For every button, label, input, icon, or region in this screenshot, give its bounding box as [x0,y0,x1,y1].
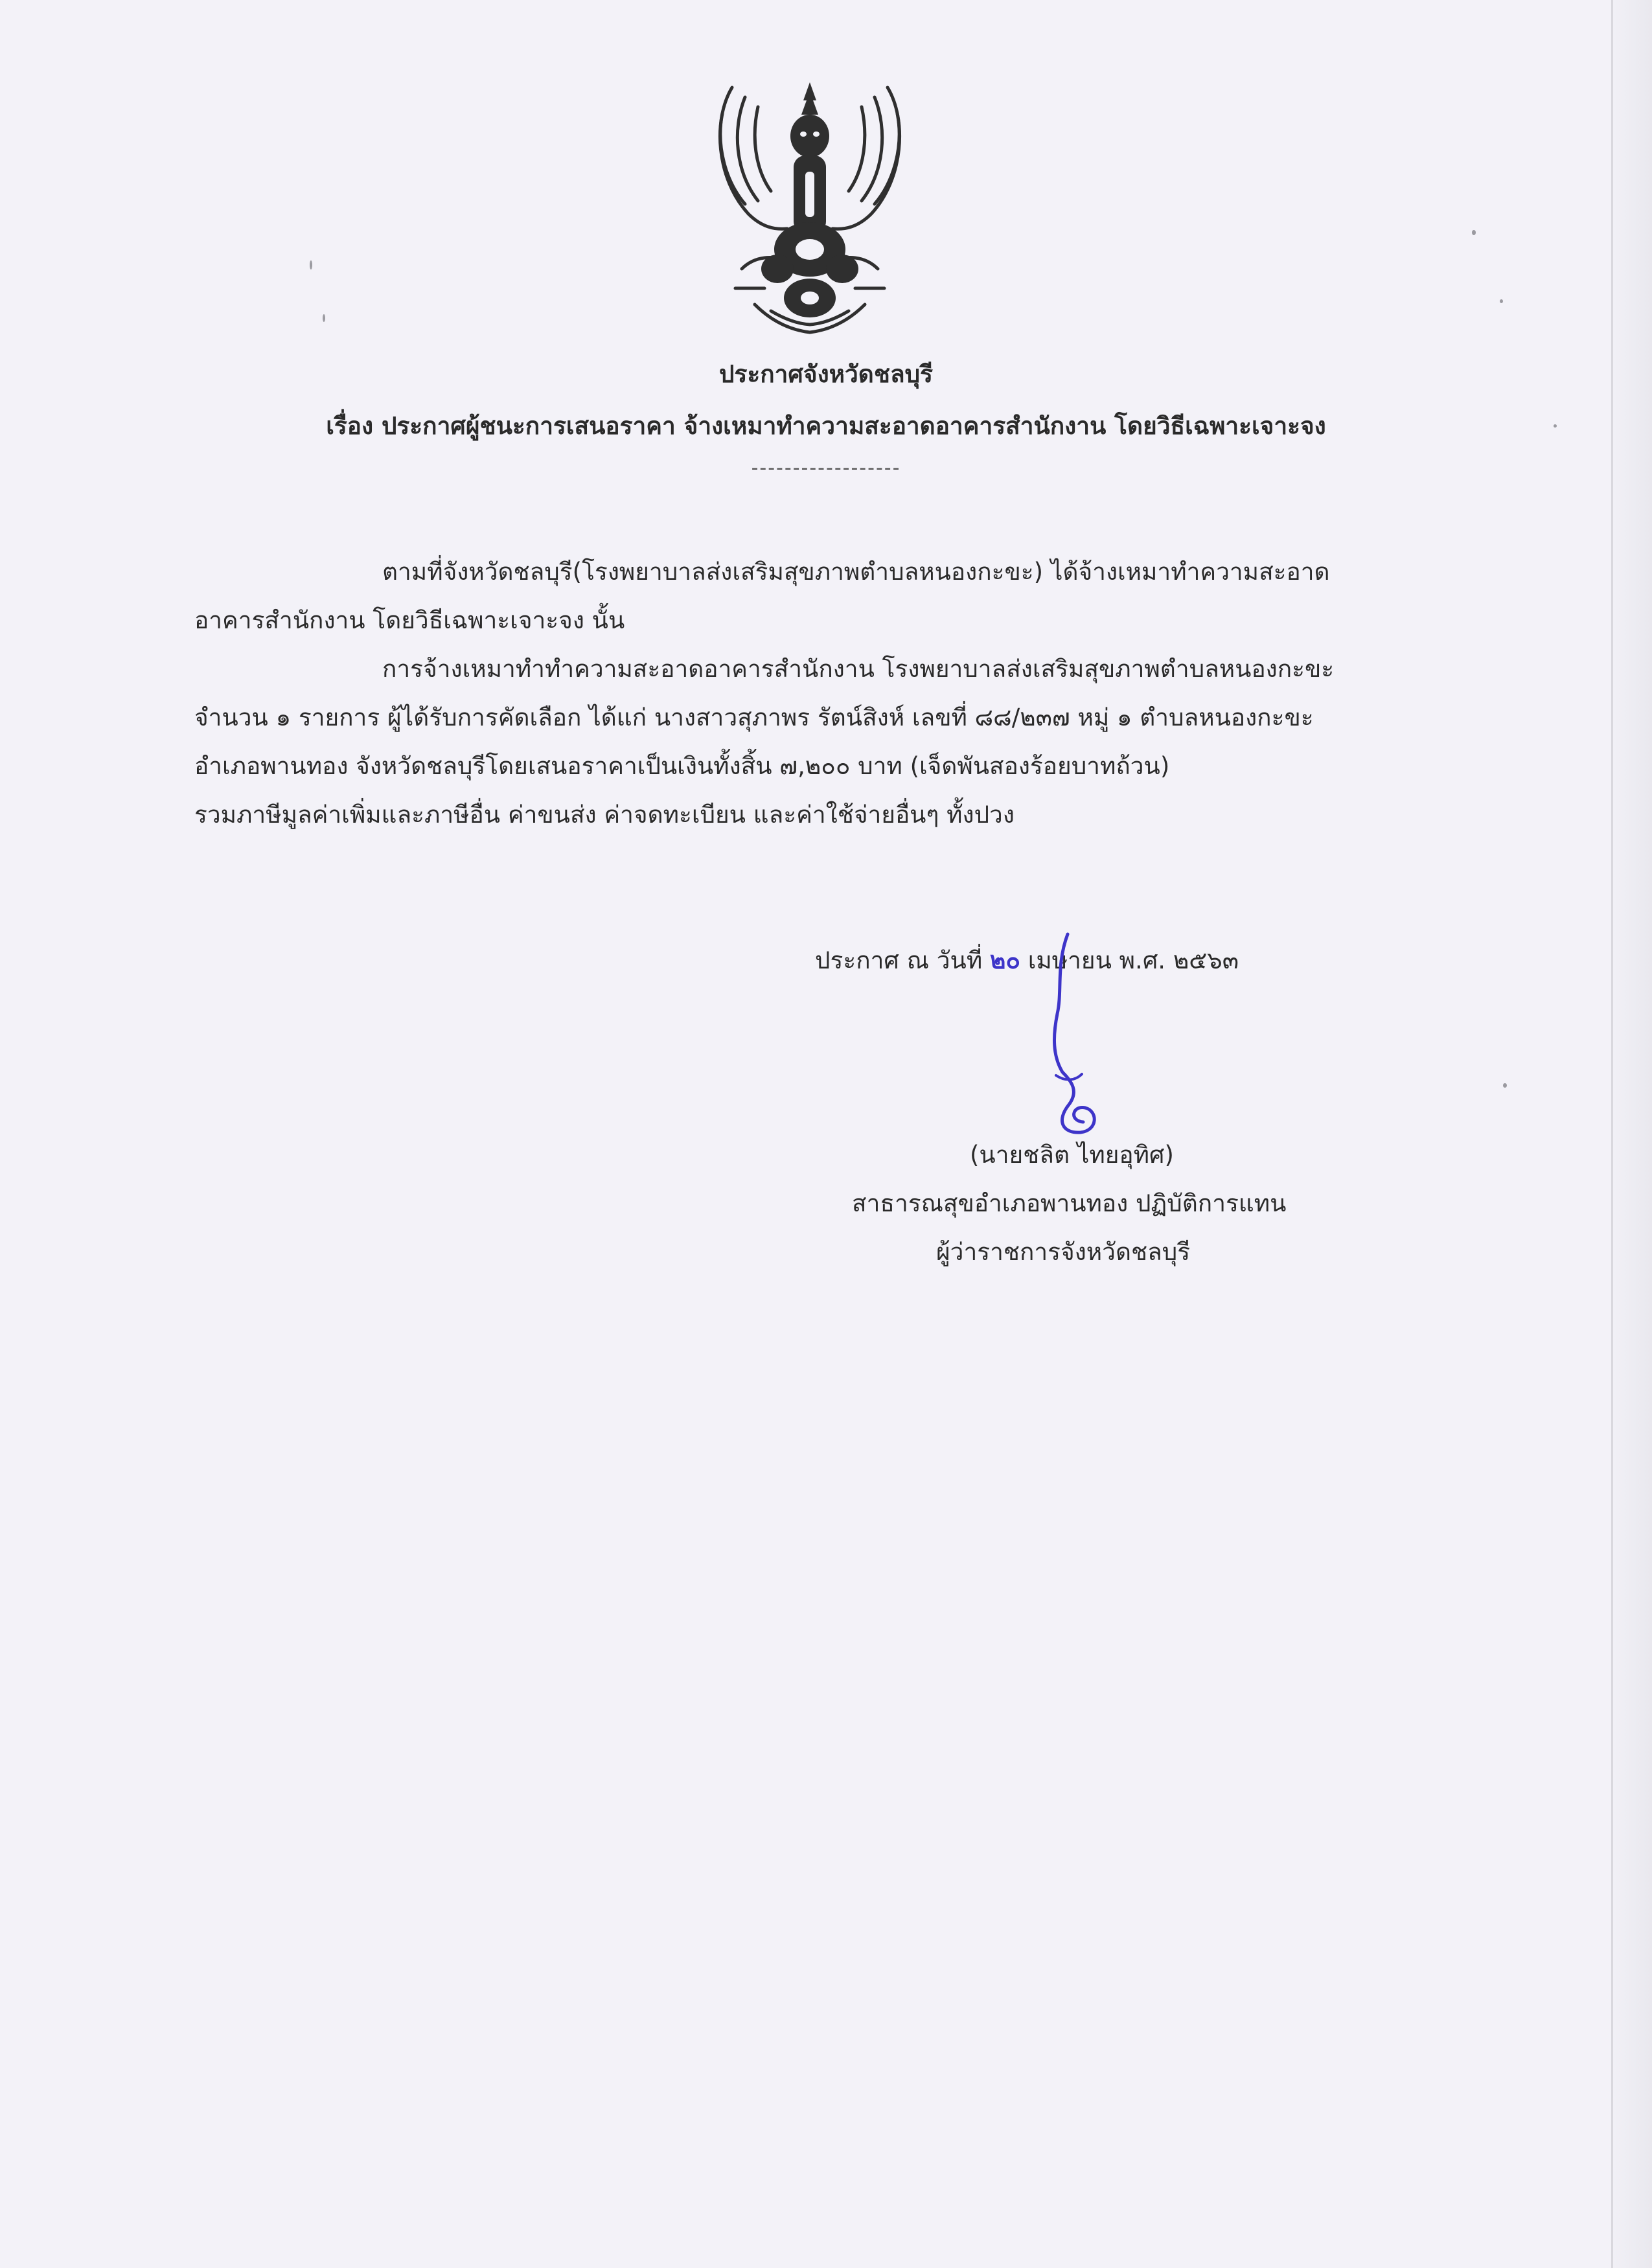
paragraph-1-line-2: อาคารสำนักงาน โดยวิธีเฉพาะเจาะจง นั้น [194,606,625,634]
signatory-position: สาธารณสุขอำเภอพานทอง ปฏิบัติการแทน [852,1189,1287,1217]
signatory-title: ผู้ว่าราชการจังหวัดชลบุรี [936,1238,1191,1266]
paragraph-1-line-1: ตามที่จังหวัดชลบุรี(โรงพยาบาลส่งเสริมสุขภาพตำบลหนองกะขะ) ได้จ้างเหมาทำความสะอาด [382,558,1330,586]
announcement-title: ประกาศจังหวัดชลบุรี [719,360,933,388]
scan-speck [323,314,325,322]
handwritten-day: ๒๐ [989,946,1020,974]
scan-speck [1500,299,1503,303]
paragraph-2-line-2: จำนวน ๑ รายการ ผู้ได้รับการคัดเลือก ได้แก่ นางสาวสุภาพร รัตน์สิงห์ เลขที่ ๘๘/๒๓๗ หมู่ ๑ ตำบลหนองกะขะ [194,704,1314,731]
handwritten-signature [1017,926,1140,1140]
title-separator: ------------------ [751,457,901,479]
scan-speck [1503,1083,1507,1088]
paragraph-2-line-3: อำเภอพานทอง จังหวัดชลบุรีโดยเสนอราคาเป็นเงินทั้งสิ้น ๗,๒๐๐ บาท (เจ็ดพันสองร้อยบาทถ้วน) [194,752,1170,780]
paper-edge [1611,0,1652,2268]
garuda-emblem [696,74,923,337]
signatory-name: (นายชลิต ไทยอุทิศ) [970,1141,1174,1169]
announcement-subject: เรื่อง ประกาศผู้ชนะการเสนอราคา จ้างเหมาทำความสะอาดอาคารสำนักงาน โดยวิธีเฉพาะเจาะจง [326,412,1326,440]
paragraph-2-line-4: รวมภาษีมูลค่าเพิ่มและภาษีอื่น ค่าขนส่ง ค่าจดทะเบียน และค่าใช้จ่ายอื่นๆ ทั้งปวง [194,801,1015,829]
paragraph-2-line-1: การจ้างเหมาทำทำความสะอาดอาคารสำนักงาน โรงพยาบาลส่งเสริมสุขภาพตำบลหนองกะขะ [382,655,1335,683]
announce-prefix: ประกาศ ณ วันที่ [815,946,983,974]
announce-month-year: เมษายน พ.ศ. ๒๕๖๓ [1027,946,1239,974]
scan-speck [1472,230,1476,235]
scan-speck [310,260,312,269]
